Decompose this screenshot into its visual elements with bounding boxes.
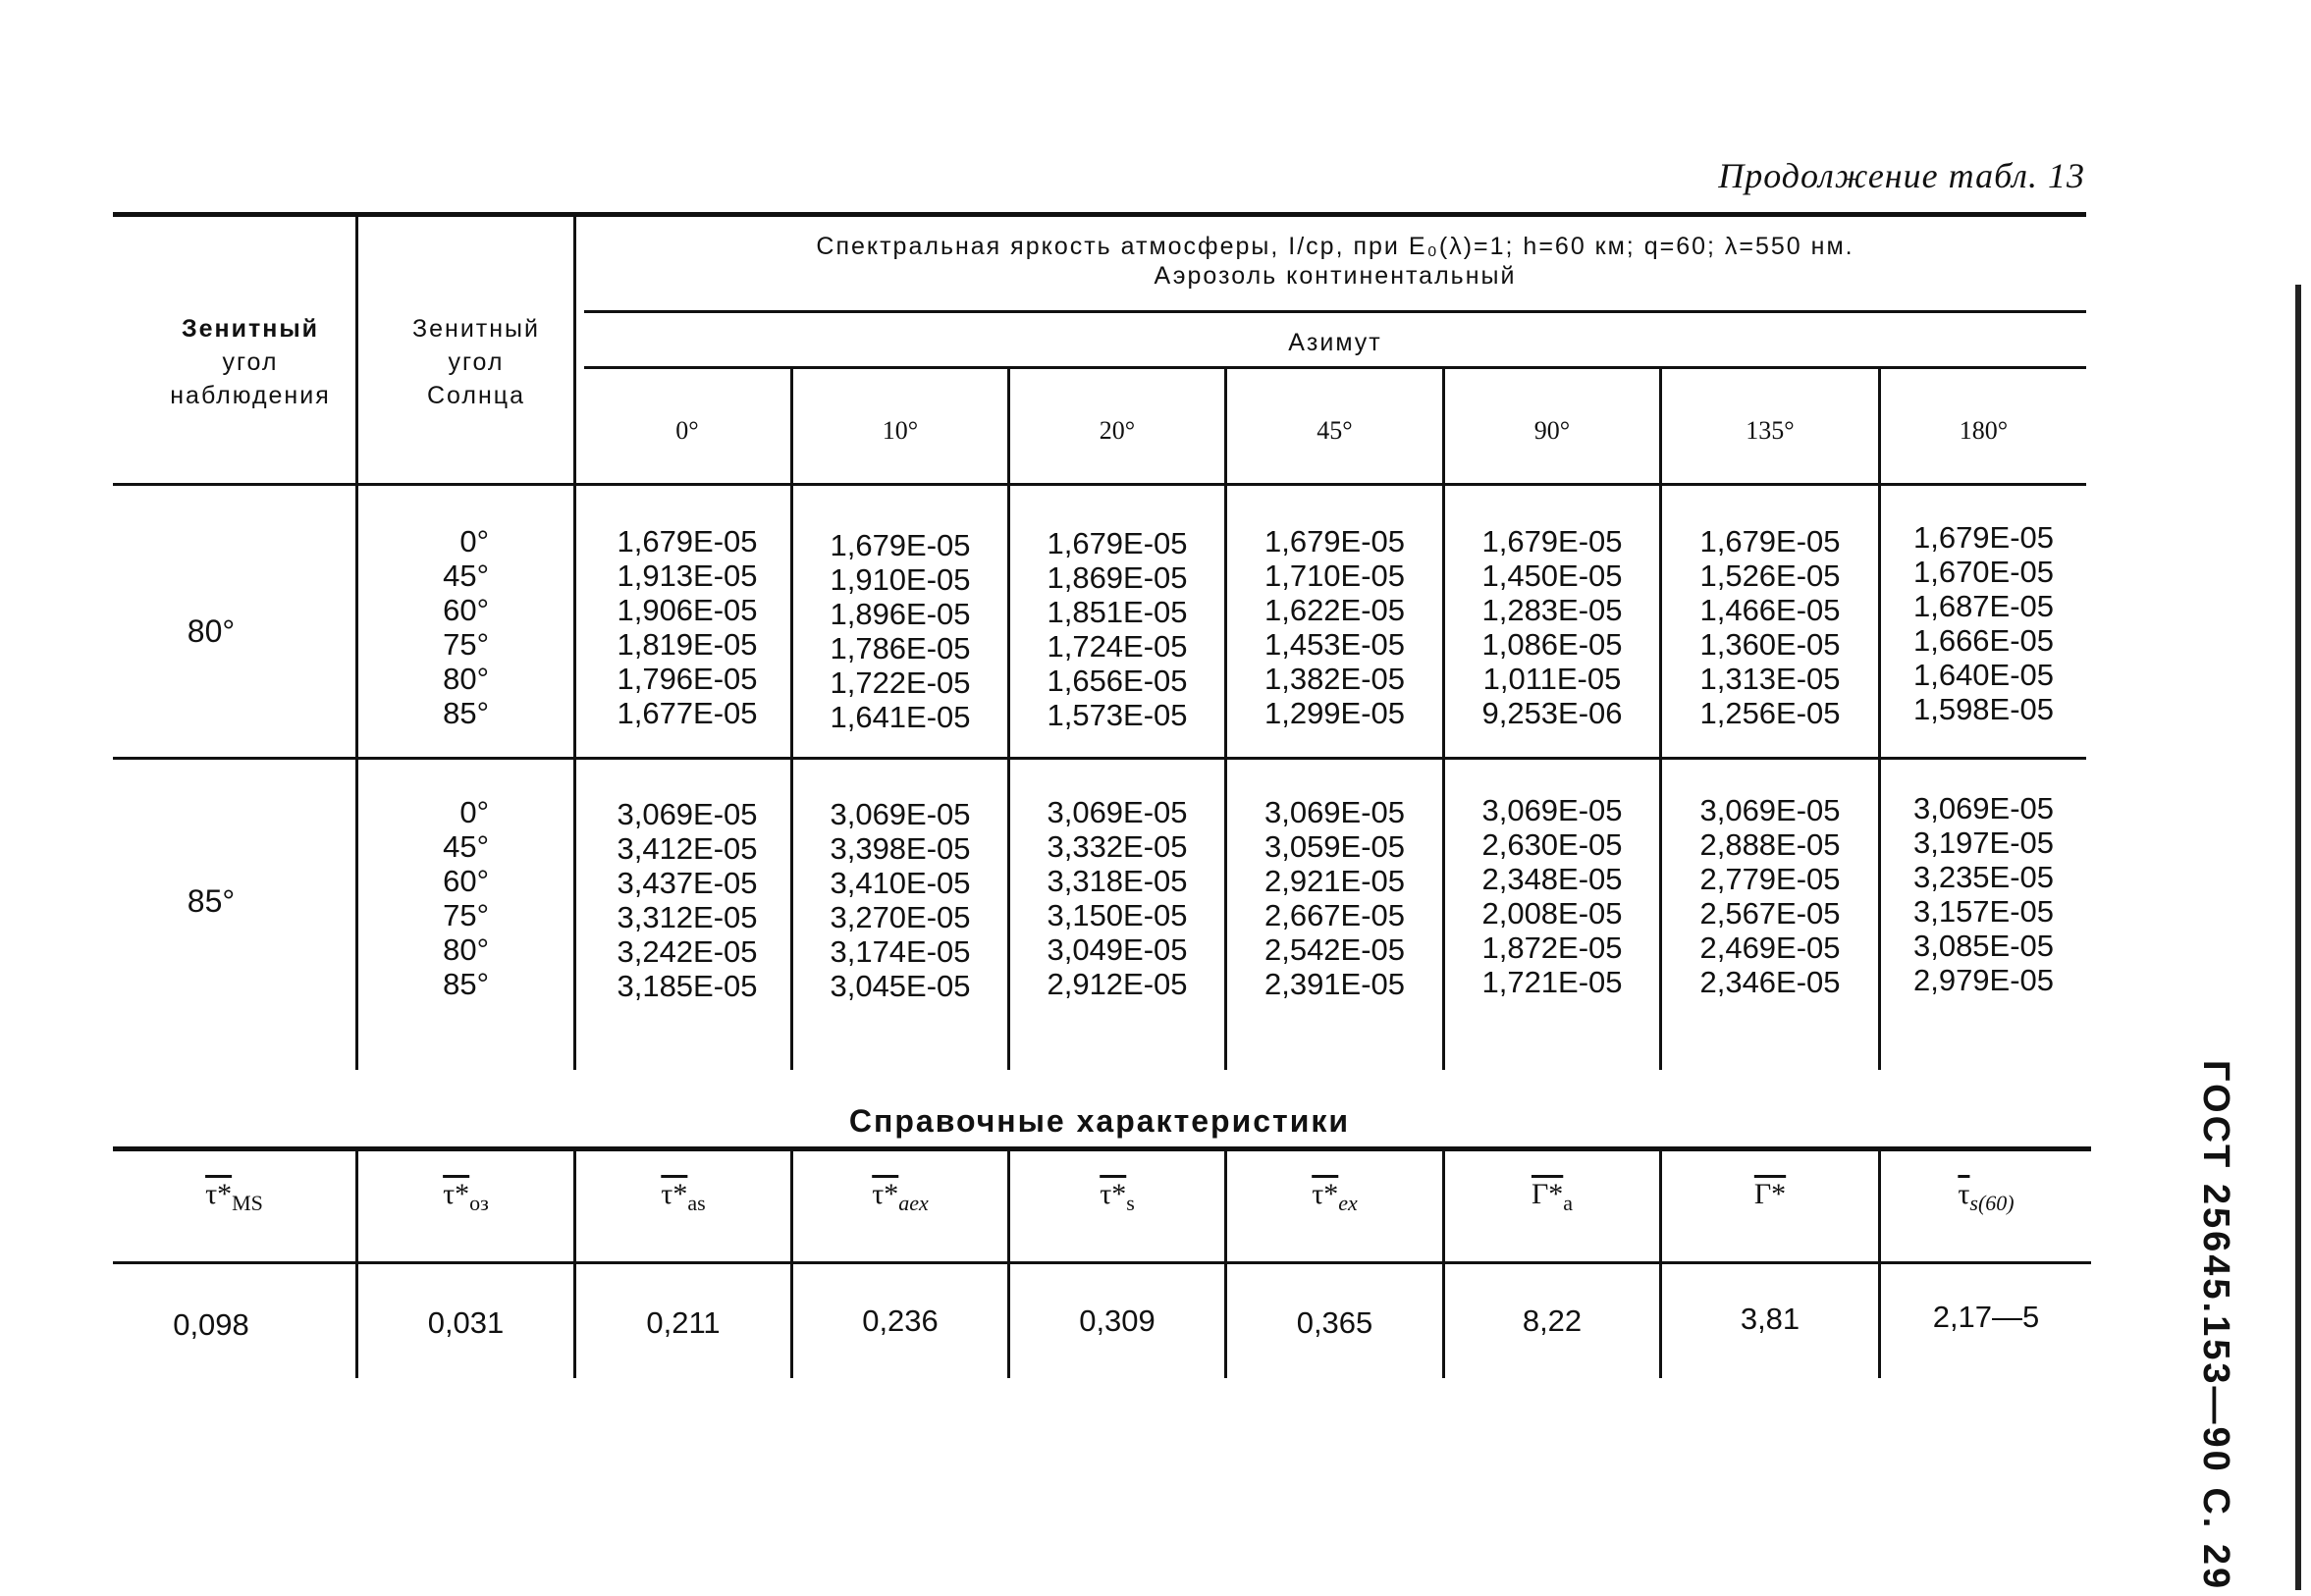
symbol-gamma: Г* (1753, 1178, 1787, 1210)
azimuth-bottom-rule (584, 366, 2086, 369)
azimuth-20: 20° (1099, 416, 1136, 445)
symbol-tau-s60: $\overline{\tau}_{s(60)}$ (1958, 1178, 2015, 1215)
symbol-tau-as: $\tau*_{as}$ (661, 1178, 706, 1215)
value-tau-s60: 2,17—5 (1932, 1300, 2040, 1334)
symbol-tau-s: $\tau*_s$ (1100, 1178, 1135, 1215)
azimuth-10: 10° (882, 416, 919, 445)
azimuth-0: 0° (675, 416, 699, 445)
observation-angle-85: 85° (187, 883, 236, 919)
block-separator-rule (113, 757, 2086, 760)
header-observation-angle: Зенитный угол наблюдения (170, 315, 331, 409)
value-tau-ms: 0,098 (173, 1307, 249, 1342)
block2-az90: 3,069E-05 2,630E-05 2,348E-05 2,008E-05 1,872E-05 1,721E-05 (1481, 793, 1623, 999)
azimuth-45: 45° (1317, 416, 1353, 445)
symbol-gamma-a: $Г*_a$ (1531, 1178, 1574, 1215)
symbol-tau-ex: $\tau*_{ex}$ (1312, 1178, 1358, 1215)
block2-az135: 3,069E-05 2,888E-05 2,779E-05 2,567E-05 2,469E-05 2,346E-05 (1699, 793, 1841, 999)
value-tau-oz: 0,031 (427, 1305, 505, 1340)
block2-az10: 3,069E-05 3,398E-05 3,410E-05 3,270E-05 3,174E-05 3,045E-05 (830, 797, 971, 1003)
table-caption: Спектральная яркость атмосферы, I/ср, при E₀(λ)=1; h=60 км; q=60; λ=550 нм. Аэрозоль континентальный (816, 233, 1854, 290)
block1-az10: 1,679E-05 1,910E-05 1,896E-05 1,786E-05 1,722E-05 1,641E-05 (830, 528, 971, 734)
azimuth-label: Азимут (1288, 329, 1382, 356)
reference-title: Справочные характеристики (848, 1103, 1351, 1139)
observation-angle-80: 80° (187, 613, 236, 649)
vrule-obs (355, 216, 358, 1070)
value-tau-ex: 0,365 (1296, 1305, 1373, 1340)
block1-az0: 1,679E-05 1,913E-05 1,906E-05 1,819E-05 1,796E-05 1,677E-05 (617, 524, 758, 730)
block1-az180: 1,679E-05 1,670E-05 1,687E-05 1,666E-05 1,640E-05 1,598E-05 (1912, 520, 2055, 726)
side-running-head: ГОСТ 25645.153—90 С. 29 (2195, 1060, 2236, 1592)
header-bottom-rule (113, 483, 2086, 486)
block1-az45: 1,679E-05 1,710E-05 1,622E-05 1,453E-05 1,382E-05 1,299E-05 (1263, 524, 1406, 730)
value-tau-s: 0,309 (1079, 1303, 1156, 1338)
azimuth-135: 135° (1746, 416, 1795, 445)
symbol-tau-ms: $\tau*_{MS}$ (205, 1178, 263, 1215)
sun-angles-block1: 0° 45° 60° 75° 80° 85° (443, 524, 489, 730)
continuation-label: Продолжение табл. 13 (1718, 156, 2085, 195)
page-edge-shadow (2295, 285, 2301, 1590)
azimuth-90: 90° (1533, 416, 1571, 445)
block1-az135: 1,679E-05 1,526E-05 1,466E-05 1,360E-05 1,313E-05 1,256E-05 (1699, 524, 1841, 730)
block2-az180: 3,069E-05 3,197E-05 3,235E-05 3,157E-05 3,085E-05 2,979E-05 (1912, 791, 2055, 997)
symbol-tau-oz: $\tau*_{оз}$ (443, 1178, 489, 1215)
azimuth-180: 180° (1959, 416, 2009, 445)
value-gamma-a: 8,22 (1522, 1303, 1583, 1338)
value-gamma: 3,81 (1740, 1302, 1800, 1336)
block2-az0: 3,069E-05 3,412E-05 3,437E-05 3,312E-05 3,242E-05 3,185E-05 (617, 797, 758, 1003)
ref-mid-rule (113, 1261, 2091, 1264)
block1-az90: 1,679E-05 1,450E-05 1,283E-05 1,086E-05 1,011E-05 9,253E-06 (1481, 524, 1623, 730)
sun-angles-block2: 0° 45° 60° 75° 80° 85° (443, 795, 489, 1001)
vrule-sun (573, 216, 576, 1070)
symbol-tau-aex: $\tau*_{aex}$ (872, 1178, 929, 1215)
table-top-rule (113, 212, 2086, 217)
caption-bottom-rule (584, 310, 2086, 313)
block2-az20: 3,069E-05 3,332E-05 3,318E-05 3,150E-05 3,049E-05 2,912E-05 (1047, 795, 1188, 1001)
block1-az20: 1,679E-05 1,869E-05 1,851E-05 1,724E-05 1,656E-05 1,573E-05 (1047, 526, 1188, 732)
ref-top-rule (113, 1146, 2091, 1151)
value-tau-aex: 0,236 (862, 1303, 939, 1338)
block2-az45: 3,069E-05 3,059E-05 2,921E-05 2,667E-05 2,542E-05 2,391E-05 (1263, 795, 1406, 1001)
header-sun-angle: Зенитный угол Солнца (412, 315, 540, 409)
value-tau-as: 0,211 (646, 1305, 721, 1340)
